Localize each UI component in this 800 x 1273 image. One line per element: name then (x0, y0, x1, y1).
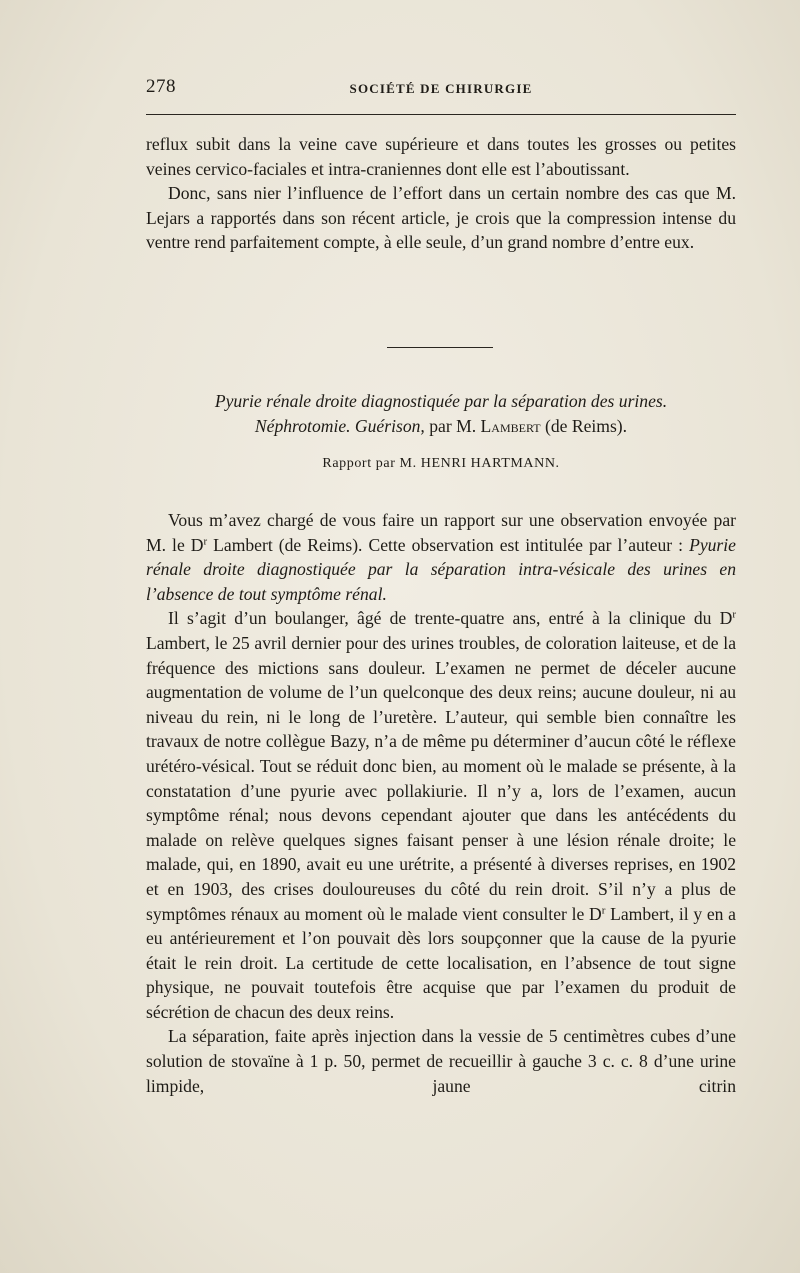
paragraph (146, 508, 736, 606)
superscript: r (203, 535, 208, 548)
title-line-1: Pyurie rénale droite diagnostiquée par la séparation des urines. (214, 391, 668, 411)
running-head: SOCIÉTÉ DE CHIRURGIE (349, 81, 533, 96)
text-run: Lambert, le 25 avril dernier pour des urines troubles, de coloration laiteuse, et de la fréquence des mictions sans douleur. L’examen ne permet de déceler aucune augmentation de volume de l’un quelconque des deux reins; aucune douleur, ni au niveau du rein, ni le long de l’uretère. L’auteur, qui semble bien connaître les travaux de notre collègue Bazy, n’a de même pu déterminer d’aucun côté le réflexe urétéro-vésical. Tout se réduit donc bien, au moment où le malade se présente, à la constatation d’une pyurie avec pollakiurie. Il n’y a, lors de l’examen, aucun symptôme rénal; nous devons cependant ajouter que dans les antécédents du malade on relève quelques signes faisant penser à une lésion rénale droite; le malade, qui, en 1890, avait eu une urétrite, a présenté à diverses reprises, en 1902 et en 1903, des crises douloureuses du côté du rein droit. S’il n’y a plus de symptômes rénaux au moment où le malade vient consulter le D (146, 632, 736, 924)
header-rule (146, 114, 736, 115)
title-par: par M. (429, 415, 477, 436)
text-run: Lambert, il y en a eu antérieurement et l’on pouvait dès lors soupçonner que la cause de la pyurie était le rein droit. La certitude de cette localisation, en l’absence de tout signe physique, ne pouvait toutefois être acquise que par l’examen du produit de sécrétion de chacun des deux reins. (146, 903, 736, 1022)
previous-article-end (146, 132, 736, 255)
observation-title: Pyurie rénale droite diagnostiquée par la séparation intra-vésicale des urines en l’absence de tout symptôme rénal. (146, 534, 736, 604)
superscript: r (601, 903, 606, 916)
title-line-2 (146, 414, 736, 439)
title-italic: Néphrotomie. Guérison, (254, 415, 425, 436)
text-run: Lambert (de Reims). Cette observation est intitulée par l’auteur : (207, 534, 690, 555)
section-separator (387, 347, 493, 348)
superscript: r (732, 608, 736, 621)
paragraph: Donc, sans nier l’influence de l’effort dans un certain nombre des cas que M. Lejars a rapportés dans son récent article, je crois que la compression intense du ventre rend parfaitement compte, à elle seule, d’un grand nombre d’entre eux. (146, 183, 736, 253)
title-author: Lambert (480, 415, 541, 436)
report-byline: Rapport par M. HENRI HARTMANN. (322, 456, 560, 471)
paragraph: La séparation, faite après injection dans la vessie de 5 centimètres cubes d’une solution de stovaïne à 1 p. 50, permet de recueillir à gauche 3 c. c. 8 d’une urine limpide, jaune citrin (146, 1026, 736, 1096)
paragraph (146, 606, 736, 1024)
paragraph: reflux subit dans la veine cave supérieure et dans toutes les grosses ou petites veines cervico-faciales et intra-craniennes dont elle est l’aboutissant. (146, 134, 736, 179)
article-title (146, 389, 736, 438)
page-number: 278 (146, 76, 176, 97)
text-run: Il s’agit d’un boulanger, âgé de trente-quatre ans, entré à la clinique du D (168, 608, 733, 629)
article-body (146, 508, 736, 1098)
text-run: Vous m’avez chargé de vous faire un rapport sur une observation envoyée par M. le D (146, 510, 736, 555)
page-header (146, 76, 736, 100)
title-place: (de Reims). (544, 415, 628, 436)
